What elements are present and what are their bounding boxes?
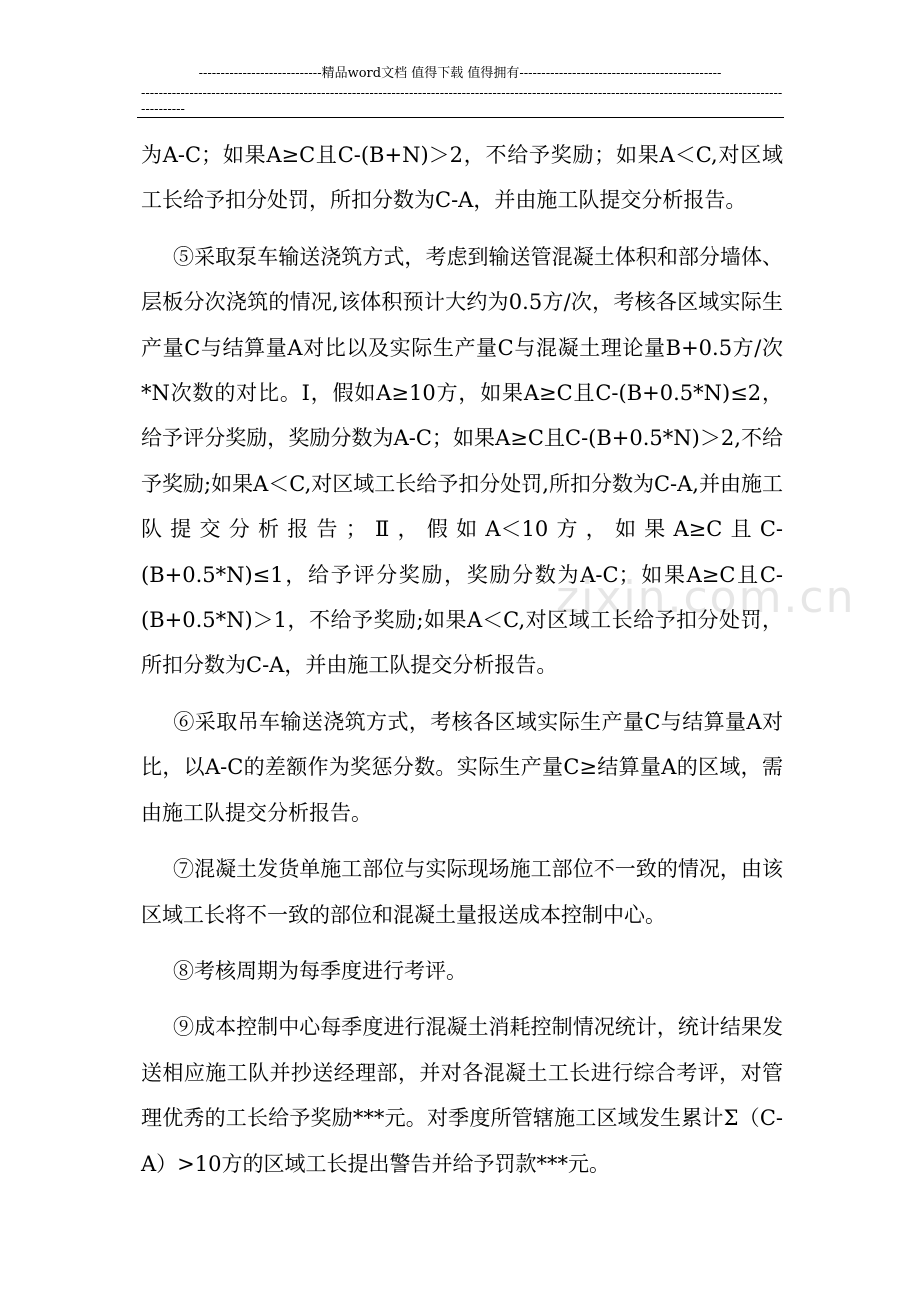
paragraph-text: ⑦混凝土发货单施工部位与实际现场施工部位不一致的情况，由该区域工长将不一致的部位和混凝土量报送成本控制中心。 [141,857,783,927]
header-rule [137,117,784,118]
paragraph-item-8 [141,949,783,994]
header-dash-line: ------------------------------------------------------------------------------------------------------------------------------------------------------------ [141,86,783,117]
page-header: ----------------------------精品word文档 值得下载 值得拥有---------------------------------------------- [198,66,722,81]
document-body [141,133,783,1198]
paragraph-item-5 [141,235,783,689]
paragraph-text: ⑨成本控制中心每季度进行混凝土消耗控制情况统计，统计结果发送相应施工队并抄送经理部，并对各混凝土工长进行综合考评，对管理优秀的工长给予奖励***元。对季度所管辖施工区域发生累计Σ（C-A）>10方的区域工长提出警告并给予罚款***元。 [141,1015,783,1176]
paragraph-continuation [141,133,783,224]
paragraph-text: ⑧考核周期为每季度进行考评。 [173,958,467,983]
watermark: zixin.com.cn [556,572,856,623]
paragraph-item-9 [141,1005,783,1187]
paragraph-text: ⑥采取吊车输送浇筑方式，考核各区域实际生产量C与结算量A对比，以A-C的差额作为奖惩分数。实际生产量C≥结算量A的区域，需由施工队提交分析报告。 [141,709,783,825]
paragraph-text: ⑤采取泵车输送浇筑方式，考虑到输送管混凝土体积和部分墙体、层板分次浇筑的情况,该体积预计大约为0.5方/次，考核各区域实际生产量C与结算量A对比以及实际生产量C与混凝土理论量B+0.5方/次*N次数的对比。Ⅰ，假如A≥10方，如果A≥C且C-(B+0.5*N)≤2，给予评分奖励，奖励分数为A-C；如果A≥C且C-(B+0.5*N)＞2,不给予奖励;如果A＜C,对区域工长给予扣分处罚,所扣分数为C-A,并由施工队提交分析报告；Ⅱ，假如A＜10方，如果A≥C且C-(B+0.5*N)≤1，给予评分奖励，奖励分数为A-C；如果A≥C且C-(B+0.5*N)＞1，不给予奖励;如果A＜C,对区域工长给予扣分处罚，所扣分数为C-A，并由施工队提交分析报告。 [141,244,783,678]
paragraph-text: 为A-C；如果A≥C且C-(B+N)＞2，不给予奖励；如果A＜C,对区域工长给予扣分处罚，所扣分数为C-A，并由施工队提交分析报告。 [141,143,783,213]
paragraph-item-6 [141,700,783,836]
paragraph-item-7 [141,847,783,938]
